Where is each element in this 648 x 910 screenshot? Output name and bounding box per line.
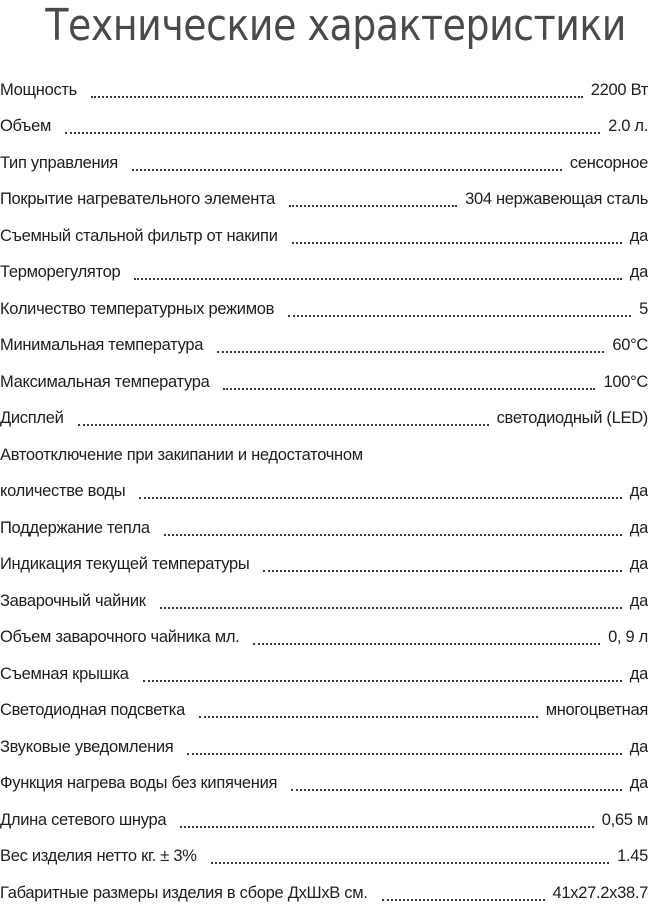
- spec-row-volume: [0, 107, 648, 144]
- spec-row-power: [0, 70, 648, 107]
- spec-value: 2.0 л.: [608, 117, 648, 135]
- spec-row-temp-indication: [0, 545, 648, 582]
- spec-value: да: [629, 774, 648, 792]
- page-title: Технические характеристики: [45, 0, 626, 51]
- spec-label: Заварочный чайник: [0, 591, 146, 610]
- dot-leader: [263, 570, 621, 572]
- spec-label: Длина сетевого шнура: [0, 810, 167, 829]
- dot-leader: [78, 424, 489, 426]
- dot-leader: [217, 351, 604, 353]
- spec-value: да: [629, 518, 648, 537]
- spec-label: Функция нагрева воды без кипячения: [0, 774, 278, 792]
- spec-row-removable-lid: [0, 654, 648, 691]
- spec-label: Габаритные размеры изделия в сборе ДхШхВ см.: [0, 883, 368, 902]
- spec-label: Вес изделия нетто кг. ± 3%: [0, 847, 197, 865]
- spec-value: сенсорное: [569, 153, 648, 172]
- dot-leader: [382, 899, 545, 901]
- spec-row-teapot-volume: [0, 618, 648, 655]
- spec-label: Дисплей: [0, 409, 64, 427]
- dot-leader: [211, 862, 610, 864]
- spec-row-min-temp: [0, 326, 648, 363]
- dot-leader: [139, 497, 621, 499]
- dot-leader: [292, 242, 622, 244]
- spec-label: Звуковые уведомления: [0, 737, 174, 756]
- spec-value: 1.45: [617, 847, 648, 865]
- spec-row-max-temp: [0, 362, 648, 399]
- spec-label: Автоотключение при закипании и недостаточном: [0, 445, 363, 464]
- spec-value: 60°C: [612, 336, 648, 354]
- spec-value: да: [629, 664, 648, 683]
- spec-value: да: [629, 482, 648, 500]
- spec-label: Объем: [0, 117, 52, 135]
- dot-leader: [187, 753, 621, 755]
- dot-leader: [91, 96, 583, 98]
- spec-row-dimensions: [0, 873, 648, 910]
- spec-label: Покрытие нагревательного элемента: [0, 190, 275, 208]
- spec-value: 304 нержавеющая сталь: [465, 190, 648, 208]
- spec-label: Поддержание тепла: [0, 518, 150, 537]
- dot-leader: [65, 132, 600, 134]
- spec-label: Минимальная температура: [0, 336, 204, 354]
- spec-value: 41x27.2x38.7: [552, 883, 648, 902]
- spec-value: 100°C: [603, 372, 648, 391]
- spec-row-temp-modes: [0, 289, 648, 326]
- spec-label: Объем заварочного чайника мл.: [0, 628, 240, 646]
- spec-label: количестве воды: [0, 482, 126, 500]
- spec-label: Тип управления: [0, 153, 118, 172]
- spec-value: светодиодный (LED): [496, 409, 648, 427]
- spec-value: да: [629, 226, 648, 245]
- spec-row-keep-warm: [0, 508, 648, 545]
- spec-value: да: [629, 555, 648, 573]
- spec-row-teapot: [0, 581, 648, 618]
- spec-value: 2200 Вт: [590, 80, 648, 99]
- spec-label: Мощность: [0, 80, 77, 99]
- dot-leader: [199, 716, 538, 718]
- spec-label: Терморегулятор: [0, 263, 121, 281]
- spec-label: Количество температурных режимов: [0, 299, 275, 318]
- spec-row-control-type: [0, 143, 648, 180]
- spec-value: многоцветная: [545, 701, 648, 719]
- spec-value: 5: [639, 299, 648, 318]
- dot-leader: [291, 789, 622, 791]
- spec-row-auto-off-line1: [0, 435, 648, 472]
- spec-label: Съемная крышка: [0, 664, 129, 683]
- spec-row-auto-off-line2: [0, 472, 648, 509]
- dot-leader: [160, 607, 622, 609]
- spec-row-heat-no-boil: [0, 764, 648, 801]
- spec-list: [0, 70, 648, 910]
- spec-label: Съемный стальной фильтр от накипи: [0, 226, 278, 245]
- spec-label: Индикация текущей температуры: [0, 555, 250, 573]
- dot-leader: [164, 534, 622, 536]
- spec-value: 0, 9 л: [608, 628, 648, 646]
- spec-value: 0,65 м: [601, 810, 648, 829]
- dot-leader: [253, 643, 600, 645]
- dot-leader: [288, 315, 631, 317]
- spec-row-filter: [0, 216, 648, 253]
- dot-leader: [134, 278, 621, 280]
- spec-row-heating-element: [0, 180, 648, 217]
- dot-leader: [223, 388, 595, 390]
- dot-leader: [143, 680, 622, 682]
- spec-row-sound-alerts: [0, 727, 648, 764]
- spec-row-thermostat: [0, 253, 648, 290]
- spec-value: да: [629, 591, 648, 610]
- dot-leader: [180, 826, 593, 828]
- spec-value: да: [629, 263, 648, 281]
- spec-label: Светодиодная подсветка: [0, 701, 185, 719]
- spec-row-led-backlight: [0, 691, 648, 728]
- spec-value: да: [629, 737, 648, 756]
- dot-leader: [132, 169, 562, 171]
- dot-leader: [289, 205, 457, 207]
- spec-label: Максимальная температура: [0, 372, 210, 391]
- spec-row-cord-length: [0, 800, 648, 837]
- spec-row-display: [0, 399, 648, 436]
- spec-row-net-weight: [0, 837, 648, 874]
